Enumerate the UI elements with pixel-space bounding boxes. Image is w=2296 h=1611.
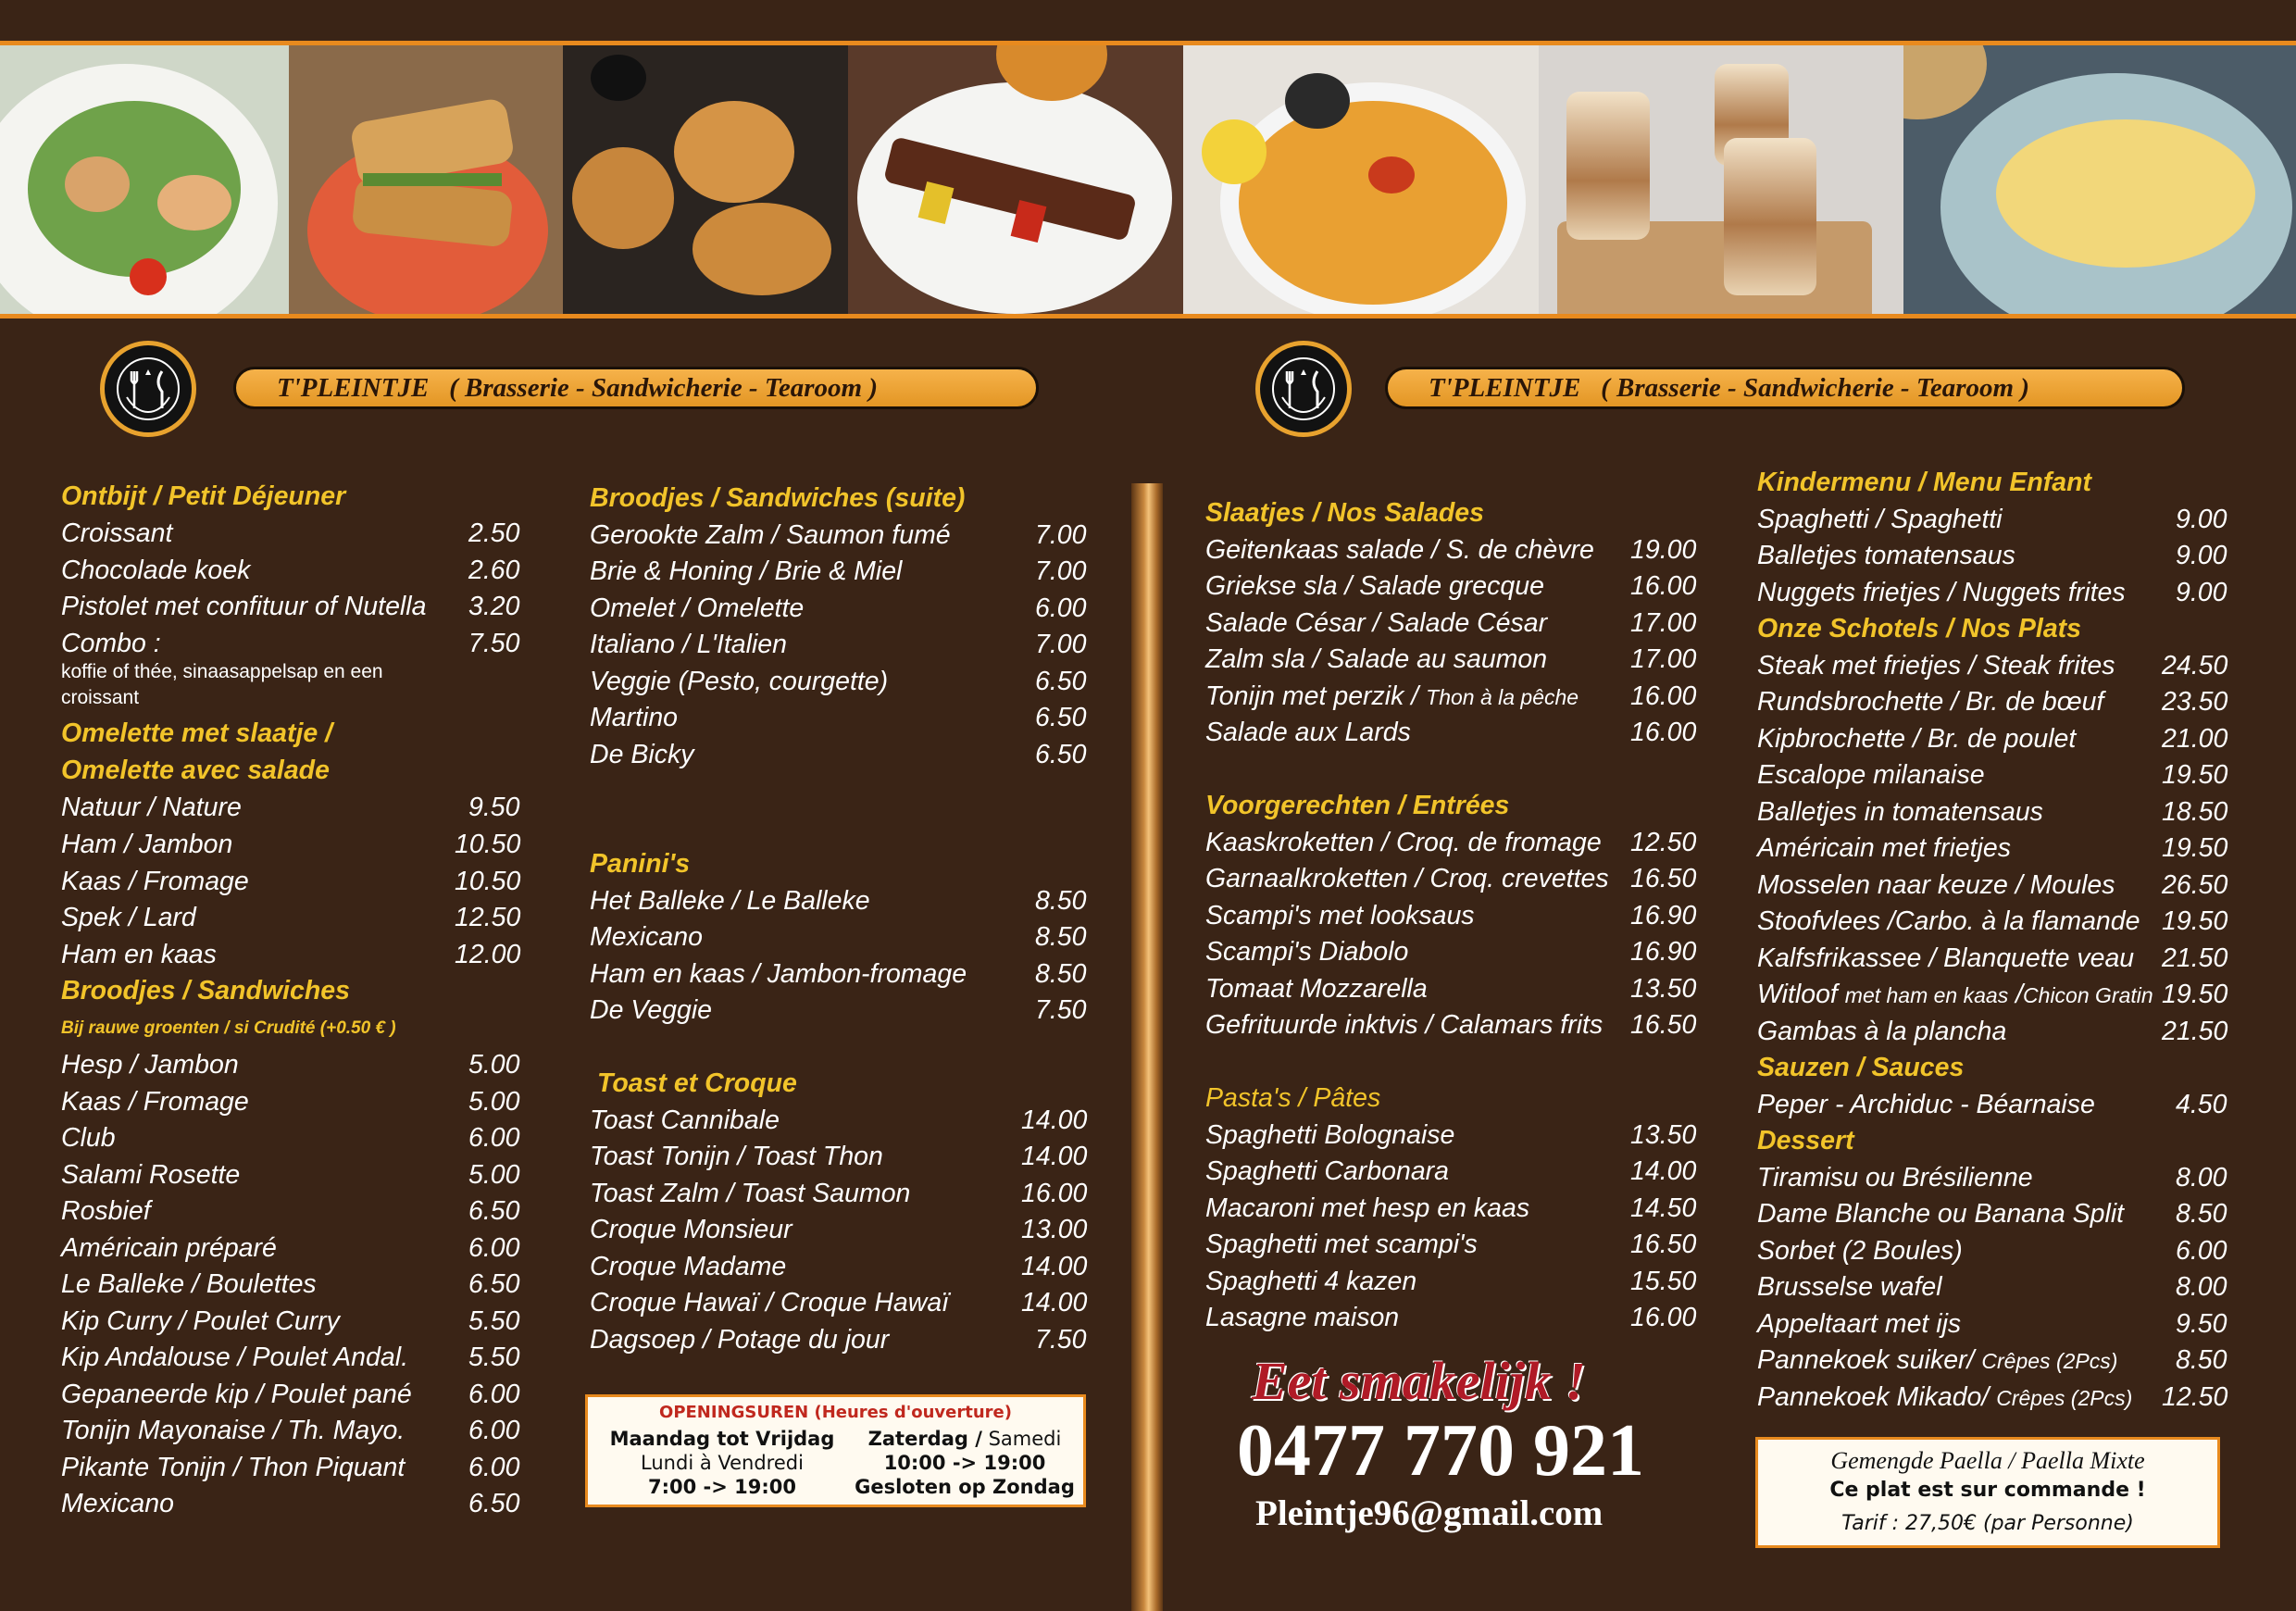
section-title-ontbijt: Ontbijt / Petit Déjeuner xyxy=(61,481,346,511)
menu-item: Zalm sla / Salade au saumon 17.00 xyxy=(1205,644,1697,674)
combo-note: koffie of thée, sinaasappelsap en een xyxy=(61,661,383,682)
menu-item: Ham / Jambon 10.50 xyxy=(61,830,521,859)
menu-item: Kip Curry / Poulet Curry 5.50 xyxy=(61,1306,520,1336)
menu-item: Gepaneerde kip / Poulet pané 6.00 xyxy=(61,1380,520,1409)
menu-item: Toast Tonijn / Toast Thon 14.00 xyxy=(590,1142,1088,1171)
hours-weekday-nl: Maandag tot Vrijdag xyxy=(609,1428,835,1450)
combo-note: croissant xyxy=(61,687,140,708)
section-title-kindermenu: Kindermenu / Menu Enfant xyxy=(1757,468,2092,497)
menu-item: Toast Cannibale 14.00 xyxy=(590,1105,1088,1135)
pastries-icon xyxy=(563,45,848,314)
menu-item: Omelet / Omelette 6.00 xyxy=(590,593,1087,623)
hours-weekday-time: 7:00 -> 19:00 xyxy=(647,1476,796,1498)
menu-item: Balletjes in tomatensaus 18.50 xyxy=(1757,797,2228,827)
menu-item: Américain préparé 6.00 xyxy=(61,1233,520,1263)
menu-item: Gerookte Zalm / Saumon fumé 7.00 xyxy=(590,520,1087,550)
center-divider xyxy=(1131,483,1163,1611)
menu-item: Mexicano 6.50 xyxy=(61,1489,520,1518)
menu-item: Pannekoek suiker/ Crêpes (2Pcs) 8.50 xyxy=(1757,1345,2227,1375)
opening-hours-box xyxy=(585,1394,1086,1507)
menu-item: Scampi's met looksaus 16.90 xyxy=(1205,901,1697,930)
menu-item: Het Balleke / Le Balleke 8.50 xyxy=(590,886,1087,916)
brochette-icon xyxy=(848,45,1183,314)
phone-number[interactable]: 0477 770 921 xyxy=(1237,1410,1644,1492)
section-title-omelette: Omelette met slaatje / xyxy=(61,718,333,748)
brand-subtitle: ( Brasserie - Sandwicherie - Tearoom ) xyxy=(449,372,879,403)
menu-item: Salami Rosette 5.00 xyxy=(61,1160,520,1190)
section-title-sauzen: Sauzen / Sauces xyxy=(1757,1053,1965,1082)
menu-item: Kaas / Fromage 10.50 xyxy=(61,867,521,896)
section-title-dessert: Dessert xyxy=(1757,1126,1854,1155)
menu-item: Appeltaart met ijs 9.50 xyxy=(1757,1309,2227,1339)
menu-item: Spaghetti Bolognaise 13.50 xyxy=(1205,1120,1697,1150)
menu-item: Tonijn met perzik / Thon à la pêche 16.00 xyxy=(1205,681,1697,711)
hours-saturday-fr: Samedi xyxy=(988,1428,1062,1450)
menu-item: Pikante Tonijn / Thon Piquant 6.00 xyxy=(61,1453,520,1482)
menu-item: Dagsoep / Potage du jour 7.50 xyxy=(590,1325,1087,1355)
menu-item: De Bicky 6.50 xyxy=(590,740,1087,769)
brand-name: T'PLEINTJE xyxy=(277,372,430,403)
salad-icon xyxy=(0,45,289,314)
menu-item: Garnaalkroketten / Croq. crevettes 16.50 xyxy=(1205,864,1697,893)
paella-box xyxy=(1755,1437,2220,1548)
paella-icon xyxy=(1183,45,1539,314)
brand-name: T'PLEINTJE xyxy=(1429,372,1581,403)
menu-item: Martino 6.50 xyxy=(590,703,1087,732)
menu-item: Sorbet (2 Boules) 6.00 xyxy=(1757,1236,2227,1266)
menu-item: Balletjes tomatensaus 9.00 xyxy=(1757,541,2227,570)
menu-item: Américain met frietjes 19.50 xyxy=(1757,833,2228,863)
menu-item: Natuur / Nature 9.50 xyxy=(61,793,520,822)
menu-item: Pannekoek Mikado/ Crêpes (2Pcs) 12.50 xyxy=(1757,1382,2228,1412)
menu-item: Club 6.00 xyxy=(61,1123,520,1153)
menu-item: De Veggie 7.50 xyxy=(590,995,1087,1025)
brand-subtitle: ( Brasserie - Sandwicherie - Tearoom ) xyxy=(1601,372,2030,403)
menu-item: Kalfsfrikassee / Blanquette veau 21.50 xyxy=(1757,943,2228,973)
menu-item: Kaaskroketten / Croq. de fromage 12.50 xyxy=(1205,828,1697,857)
menu-item: Spaghetti 4 kazen 15.50 xyxy=(1205,1267,1697,1296)
brand-banner xyxy=(233,367,1039,409)
menu-item: Tonijn Mayonaise / Th. Mayo. 6.00 xyxy=(61,1416,520,1445)
menu-item: Brie & Honing / Brie & Miel 7.00 xyxy=(590,556,1087,586)
menu-item: Croissant 2.50 xyxy=(61,518,520,548)
panini-icon xyxy=(289,45,563,314)
hours-closed: Gesloten op Zondag xyxy=(855,1476,1075,1498)
brand-banner xyxy=(1385,367,2185,409)
section-title-panini: Panini's xyxy=(590,849,691,879)
crudite-note: Bij rauwe groenten / si Crudité (+0.50 € ) xyxy=(61,1018,396,1038)
cutlery-logo-icon xyxy=(100,341,196,437)
hours-weekday-fr: Lundi à Vendredi xyxy=(641,1452,804,1474)
menu-item: Rosbief 6.50 xyxy=(61,1196,520,1226)
menu-item: Tomaat Mozzarella 13.50 xyxy=(1205,974,1697,1004)
section-title-broodjes: Broodjes / Sandwiches xyxy=(61,976,350,1005)
omelette-icon xyxy=(1903,45,2296,314)
section-title-broodjes-suite: Broodjes / Sandwiches (suite) xyxy=(590,483,966,513)
hours-saturday-nl: Zaterdag / xyxy=(867,1428,982,1450)
section-title-pasta: Pasta's / Pâtes xyxy=(1205,1083,1381,1113)
menu-item: Stoofvlees /Carbo. à la flamande 19.50 xyxy=(1757,906,2228,936)
photo-strip xyxy=(0,41,2296,318)
section-title-omelette: Omelette avec salade xyxy=(61,756,330,785)
menu-item: Gefrituurde inktvis / Calamars frits 16.50 xyxy=(1205,1010,1697,1040)
menu-item: Peper - Archiduc - Béarnaise 4.50 xyxy=(1757,1090,2227,1119)
paella-order-note: Ce plat est sur commande ! xyxy=(1829,1479,2146,1502)
menu-item: Steak met frietjes / Steak frites 24.50 xyxy=(1757,651,2228,681)
menu-item: Gambas à la plancha 21.50 xyxy=(1757,1017,2228,1046)
menu-item: Hesp / Jambon 5.00 xyxy=(61,1050,520,1080)
menu-item: Italiano / L'Italien 7.00 xyxy=(590,630,1087,659)
section-title-voorgerechten: Voorgerechten / Entrées xyxy=(1205,791,1510,820)
menu-item: Lasagne maison 16.00 xyxy=(1205,1303,1697,1332)
section-title-toast: Toast et Croque xyxy=(597,1068,797,1098)
menu-item: Griekse sla / Salade grecque 16.00 xyxy=(1205,571,1697,601)
menu-item: Witloof met ham en kaas /Chicon Gratin 19.50 xyxy=(1757,980,2228,1009)
menu-item: Nuggets frietjes / Nuggets frites 9.00 xyxy=(1757,578,2227,607)
menu-item: Ham en kaas / Jambon-fromage 8.50 xyxy=(590,959,1087,989)
menu-item: Rundsbrochette / Br. de bœuf 23.50 xyxy=(1757,687,2228,717)
menu-item: Geitenkaas salade / S. de chèvre 19.00 xyxy=(1205,535,1697,565)
eet-smakelijk-title: Eet smakelijk ! xyxy=(1252,1351,1586,1411)
menu-item: Croque Monsieur 13.00 xyxy=(590,1215,1088,1244)
menu-item: Toast Zalm / Toast Saumon 16.00 xyxy=(590,1179,1088,1208)
menu-item: Kip Andalouse / Poulet Andal. 5.50 xyxy=(61,1342,520,1372)
menu-item: Salade César / Salade César 17.00 xyxy=(1205,608,1697,638)
menu-item: Ham en kaas 12.00 xyxy=(61,940,521,969)
menu-item: Macaroni met hesp en kaas 14.50 xyxy=(1205,1193,1697,1223)
header-left xyxy=(100,341,1035,433)
menu-item: Spaghetti met scampi's 16.50 xyxy=(1205,1230,1697,1259)
menu-item: Combo : 7.50 xyxy=(61,629,520,658)
menu-item: Spek / Lard 12.50 xyxy=(61,903,521,932)
menu-item: Spaghetti / Spaghetti 9.00 xyxy=(1757,505,2227,534)
paella-price: Tarif : 27,50€ (par Personne) xyxy=(1841,1512,2134,1535)
section-title-schotels: Onze Schotels / Nos Plats xyxy=(1757,614,2082,643)
header-right xyxy=(1255,341,2190,433)
menu-item: Mosselen naar keuze / Moules 26.50 xyxy=(1757,870,2228,900)
menu-item: Mexicano 8.50 xyxy=(590,922,1087,952)
hours-saturday-time: 10:00 -> 19:00 xyxy=(883,1452,1046,1474)
menu-item: Le Balleke / Boulettes 6.50 xyxy=(61,1269,520,1299)
menu-item: Dame Blanche ou Banana Split 8.50 xyxy=(1757,1199,2227,1229)
menu-item: Scampi's Diabolo 16.90 xyxy=(1205,937,1697,967)
menu-item: Chocolade koek 2.60 xyxy=(61,556,520,585)
menu-item: Croque Madame 14.00 xyxy=(590,1252,1088,1281)
hours-title: OPENINGSUREN (Heures d'ouverture) xyxy=(659,1403,1012,1422)
menu-item: Spaghetti Carbonara 14.00 xyxy=(1205,1156,1697,1186)
menu-item: Salade aux Lards 16.00 xyxy=(1205,718,1697,747)
cutlery-logo-icon xyxy=(1255,341,1352,437)
menu-item: Croque Hawaï / Croque Hawaï 14.00 xyxy=(590,1288,1088,1318)
menu-item: Veggie (Pesto, courgette) 6.50 xyxy=(590,667,1087,696)
menu-item: Pistolet met confituur of Nutella 3.20 xyxy=(61,592,520,621)
menu-item: Kipbrochette / Br. de poulet 21.00 xyxy=(1757,724,2228,754)
email-address[interactable]: Pleintje96@gmail.com xyxy=(1255,1493,1603,1533)
section-title-slaatjes: Slaatjes / Nos Salades xyxy=(1205,498,1484,528)
paella-title: Gemengde Paella / Paella Mixte xyxy=(1830,1447,2145,1474)
dessert-cups-icon xyxy=(1539,45,1903,314)
menu-item: Tiramisu ou Brésilienne 8.00 xyxy=(1757,1163,2227,1193)
menu-item: Kaas / Fromage 5.00 xyxy=(61,1087,520,1117)
menu-item: Escalope milanaise 19.50 xyxy=(1757,760,2228,790)
menu-item: Brusselse wafel 8.00 xyxy=(1757,1272,2227,1302)
